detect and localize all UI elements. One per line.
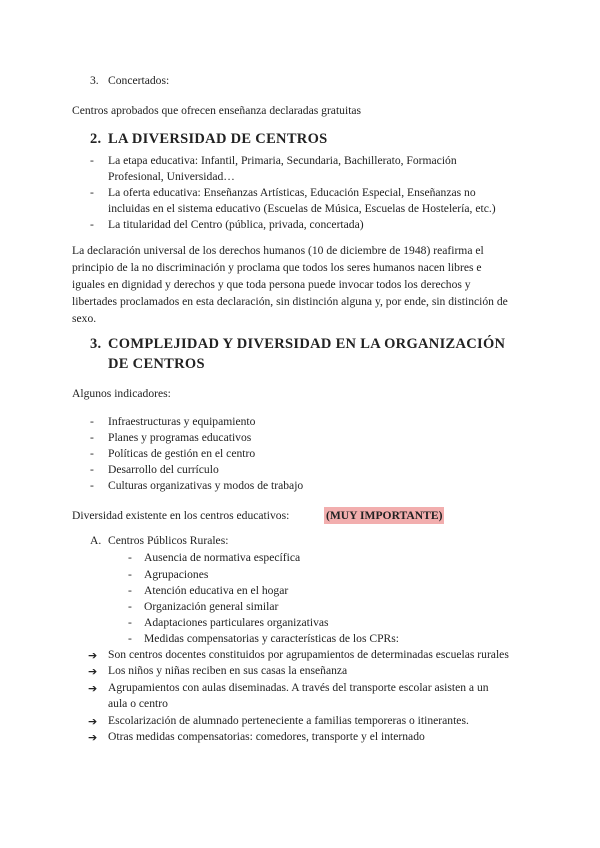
bullet-dash: - bbox=[90, 218, 94, 231]
indicators-intro: Algunos indicadores: bbox=[72, 387, 171, 400]
arrow-bullet-icon: ➔ bbox=[88, 665, 98, 678]
bullet-dash: - bbox=[128, 551, 132, 564]
bullet-dash: - bbox=[90, 479, 94, 492]
paragraph-line: principio de la no discriminación y proclama que todos los seres humanos nacen libres e bbox=[72, 261, 482, 274]
bullet-dash: - bbox=[128, 632, 132, 645]
list-item-continuation: Profesional, Universidad… bbox=[108, 170, 235, 183]
paragraph-line: La declaración universal de los derechos humanos (10 de diciembre de 1948) reafirma el bbox=[72, 244, 484, 257]
rural-item: Agrupaciones bbox=[144, 568, 209, 581]
bullet-dash: - bbox=[128, 584, 132, 597]
rural-item: Organización general similar bbox=[144, 600, 279, 613]
rural-item: Atención educativa en el hogar bbox=[144, 584, 289, 597]
section-title-continuation: DE CENTROS bbox=[108, 356, 205, 372]
arrow-bullet-icon: ➔ bbox=[88, 715, 98, 728]
subsection-letter: A. bbox=[90, 534, 102, 547]
indicator-item: Infraestructuras y equipamiento bbox=[108, 415, 256, 428]
list-item: La etapa educativa: Infantil, Primaria, Secundaria, Bachillerato, Formación bbox=[108, 154, 457, 167]
arrow-item: Son centros docentes constituidos por agrupamientos de determinadas escuelas rurales bbox=[108, 648, 509, 661]
bullet-dash: - bbox=[90, 463, 94, 476]
concertados-description: Centros aprobados que ofrecen enseñanza declaradas gratuitas bbox=[72, 104, 362, 117]
indicator-item: Políticas de gestión en el centro bbox=[108, 447, 256, 460]
bullet-dash: - bbox=[90, 447, 94, 460]
indicator-item: Culturas organizativas y modos de trabajo bbox=[108, 479, 304, 492]
list-item: La oferta educativa: Enseñanzas Artísticas, Educación Especial, Enseñanzas no bbox=[108, 186, 476, 199]
list-item-continuation: incluidas en el sistema educativo (Escuelas de Música, Escuelas de Hostelería, etc.) bbox=[108, 202, 496, 215]
concertados-label: Concertados: bbox=[108, 74, 170, 87]
bullet-dash: - bbox=[90, 415, 94, 428]
list-item: La titularidad del Centro (pública, privada, concertada) bbox=[108, 218, 364, 231]
bullet-dash: - bbox=[90, 431, 94, 444]
indicator-item: Desarrollo del currículo bbox=[108, 463, 219, 476]
bullet-dash: - bbox=[90, 186, 94, 199]
arrow-bullet-icon: ➔ bbox=[88, 649, 98, 662]
rural-item: Medidas compensatorias y características de los CPRs: bbox=[144, 632, 400, 645]
section-number: 2. bbox=[90, 131, 102, 147]
indicator-item: Planes y programas educativos bbox=[108, 431, 252, 444]
arrow-bullet-icon: ➔ bbox=[88, 682, 98, 695]
diversity-label: Diversidad existente en los centros educativos: bbox=[72, 509, 290, 522]
arrow-bullet-icon: ➔ bbox=[88, 731, 98, 744]
section-title: COMPLEJIDAD Y DIVERSIDAD EN LA ORGANIZACIÓN bbox=[108, 336, 506, 352]
rural-item: Ausencia de normativa específica bbox=[144, 551, 301, 564]
paragraph-line: sexo. bbox=[72, 312, 97, 325]
bullet-dash: - bbox=[128, 568, 132, 581]
arrow-item: Escolarización de alumnado perteneciente a familias temporeras o itinerantes. bbox=[108, 714, 469, 727]
section-title: LA DIVERSIDAD DE CENTROS bbox=[108, 131, 328, 147]
arrow-item: Los niños y niñas reciben en sus casas la enseñanza bbox=[108, 664, 348, 677]
subsection-title: Centros Públicos Rurales: bbox=[108, 534, 229, 547]
arrow-item: Agrupamientos con aulas diseminadas. A través del transporte escolar asisten a un bbox=[108, 681, 489, 694]
important-highlight: (MUY IMPORTANTE) bbox=[326, 509, 443, 522]
bullet-dash: - bbox=[128, 600, 132, 613]
rural-item: Adaptaciones particulares organizativas bbox=[144, 616, 329, 629]
list-number: 3. bbox=[90, 74, 99, 87]
paragraph-line: libertades proclamados en esta declaración, sin distinción alguna y, por ende, sin distinción de bbox=[72, 295, 508, 308]
arrow-item-continuation: aula o centro bbox=[108, 697, 168, 710]
section-number: 3. bbox=[90, 336, 102, 352]
arrow-item: Otras medidas compensatorias: comedores, transporte y el internado bbox=[108, 730, 425, 743]
bullet-dash: - bbox=[128, 616, 132, 629]
bullet-dash: - bbox=[90, 154, 94, 167]
paragraph-line: iguales en dignidad y derechos y que toda persona puede invocar todos los derechos y bbox=[72, 278, 471, 291]
